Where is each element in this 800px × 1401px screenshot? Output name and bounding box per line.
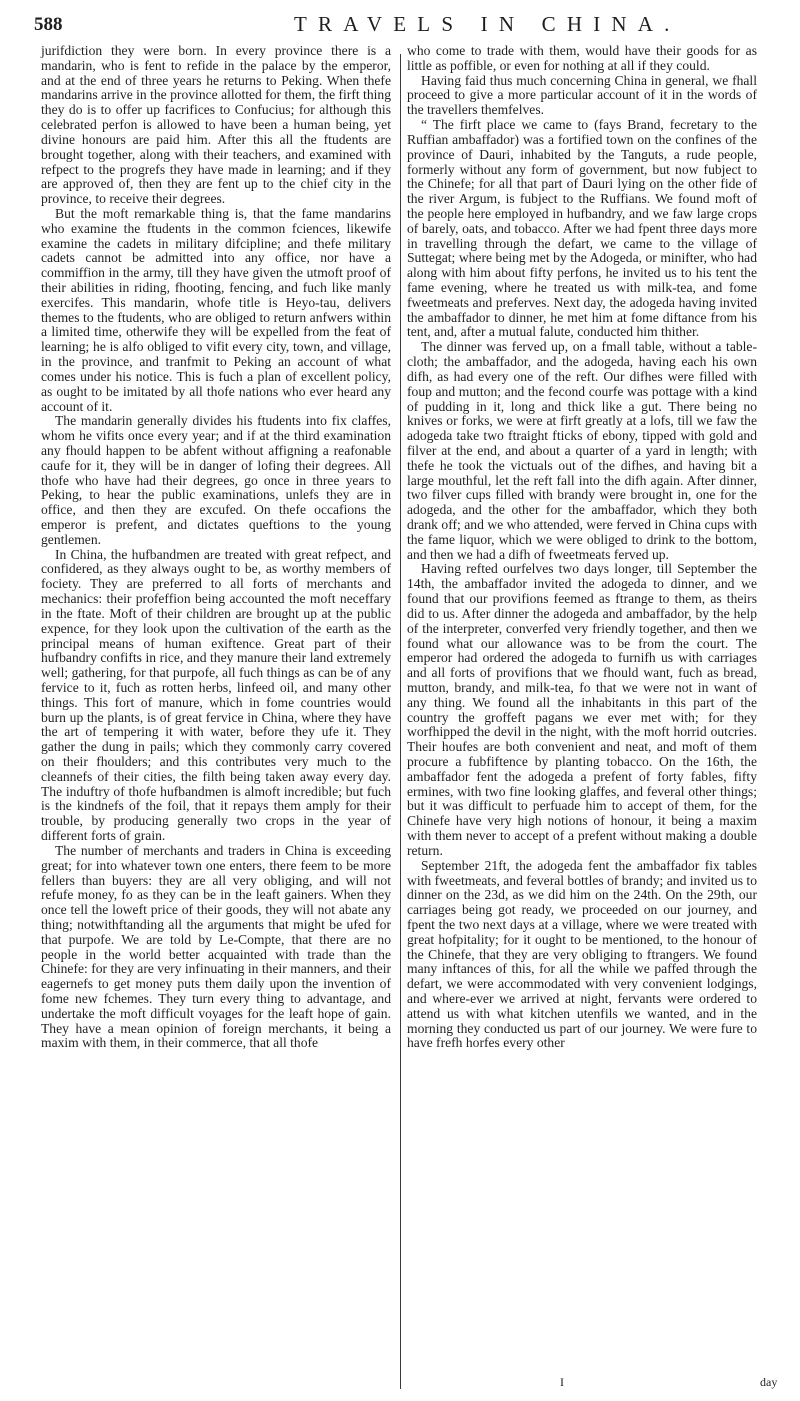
right-column [407,44,757,1051]
running-head [34,8,774,42]
paragraph: jurifdiction they were born. In every province there is a mandarin, who is fent to refide in the palace by the emperor, and at the end of three years he returns to Peking. When thefe mandarins arrive in the province allotted for them, the firft thing they do is to offer up facrifices to Confucius; for although this celebrated perfon is allowed to have been a human being, yet divine honours are paid him. After this all the ftudents are brought together, along with their teachers, and examined with refpect to the progrefs they have made in learning; and if they are approved of, then they are fent up to the chief city in the province, to receive their degrees. [41,43,391,207]
page-number: 588 [34,14,63,35]
paragraph: September 21ft, the adogeda fent the ambaffador fix tables with fweetmeats, and feveral bottles of brandy; and invited us to dinner on the 23d, as we did him on the 24th. On the 29th, our carriages being got ready, we proceeded on our journey, and fpent the two next days at a village, where we were treated with great hofpitality; for it ought to be mentioned, to the honour of the Chinefe, that they are very obliging to ftrangers. We found many inftances of this, for all the while we paffed through the defart, we were accommodated with very convenient lodgings, and where-ever we arrived at night, fervants were ordered to attend us with what kitchen utenfils we wanted, and in the morning they conducted us part of our journey. We were fure to have frefh horfes every other [407,857,757,1051]
paragraph: But the moft remarkable thing is, that the fame mandarins who examine the ftudents in the common fciences, likewife examine the cadets in military difcipline; and thefe military cadets cannot be admitted into any office, nor have a commiffion in the army, till they have given the utmoft proof of their abilities in riding, fhooting, fencing, and fuch like manly exercifes. This mandarin, whofe title is Heyo-tau, delivers themes to the ftudents, who are obliged to return anfwers within a limited time, otherwife they will be expelled from the feat of learning; he is alfo obliged to vifit every city, town, and village, in the province, and tranfmit to Peking an account of what comes under his notice. This is fuch a plan of excellent policy, as ought to be imitated by all thofe nations who ever heard any account of it. [41,205,391,414]
catchword: day [760,1375,778,1389]
paragraph: Having faid thus much concerning China in general, we fhall proceed to give a more particular account of it in the words of the travellers themfelves. [407,72,757,118]
paragraph: The number of merchants and traders in China is exceeding great; for into whatever town one enters, there feem to be more fellers than buyers: they are all very obliging, and will not refufe money, fo as they can be in the leaft gainers. When they once tell the loweft price of their goods, they will not abate any thing; notwithftanding all the arguments that might be ufed for that purpofe. We are told by Le-Compte, that there are no people in the world better acquainted with trade than the Chinefe: for they are very infinuating in their manners, and their eagernefs to get money puts them daily upon the invention of fome new fchemes. They turn every thing to advantage, and undertake the moft difficult voyages for the leaft hope of gain. They have a mean opinion of foreign merchants, it being a maxim with them, in their commerce, that all thofe [41,842,391,1051]
paragraph: The mandarin generally divides his ftudents into fix claffes, whom he vifits once every year; and if at the third examination any fhould happen to be abfent without affigning a reafonable caufe for it, they will be in danger of lofing their degrees. All thofe who have had their degrees, go once in three years to Peking, to hear the public examinations, unlefs they are in office, and then they are excufed. On thefe occafions the emperor is prefent, and dictates queftions to the young gentlemen. [41,413,391,547]
paragraph: who come to trade with them, would have their goods for as little as poffible, or even for nothing at all if they could. [407,43,757,73]
left-column [41,44,391,1051]
paragraph: In China, the hufbandmen are treated with great refpect, and confidered, as they always ought to be, as worthy members of fociety. They are preferred to all forts of merchants and mechanics: their profeffion being accounted the moft neceffary in the ftate. Moft of their children are brought up at the public expence, for they look upon the cultivation of the earth as the principal means of human exiftence. Great part of their hufbandry confifts in rice, and they manure their land extremely well; gathering, for that purpofe, all fuch things as can be of any fervice to it, fuch as rotten herbs, linfeed oil, and many other things. This fort of manure, which in fome countries would burn up the plants, is of great fervice in China, where they have the art of tempering it with water, before they ufe it. They gather the dung in pails; which they commonly carry covered on their fhoulders; and this contributes very much to the cleannefs of their cities, the filth being taken away every day. The induftry of thofe hufbandmen is almoft incredible; but fuch is the kindnefs of the foil, that it repays them amply for their trouble, by producing generally two crops in the year of different forts of grain. [41,546,391,844]
paragraph: “ The firft place we came to (fays Brand, fecretary to the Ruffian ambaffador) was a fortified town on the confines of the province of Dauri, inhabited by the Tanguts, a rude people, formerly without any form of government, but now fubject to the Chinefe; for all that part of Dauri lying on the other fide of the river Argum, is fubject to the Ruffians. We found moft of the people here employed in hufbandry, and we faw large crops of barely, oats, and tobacco. After we had fpent three days more in travelling through the defart, we came to the village of Suttegat; where being met by the Adogeda, or minifter, who had along with him about fifty perfons, he invited us to his tent the fame evening, where he treated us with milk-tea, and fome fweetmeats and preferves. Next day, the adogeda having invited the ambaffador to dinner, he met him at fome diftance from his tent, and, after a mutual falute, conducted him thither. [407,117,757,340]
paragraph: The dinner was ferved up, on a fmall table, without a table-cloth; the ambaffador, and the adogeda, having each his own difh, as had every one of the reft. Our difhes were filled with foup and mutton; and the fecond courfe was pottage with a kind of pudding in it, long and thick like a gut. There being no knives or forks, we were at firft greatly at a lofs, till we faw the adogeda take two ftraight fticks of ebony, tipped with gold and filver at the end, and about a quarter of a yard in length; with thefe he took the victuals out of the difhes, and having bit a large mouthful, let the reft fall into the difh again. After dinner, two filver cups filled with brandy were brought in, one for the adogeda, and the other for the ambaffador, which they both drank off; and we who attended, were ferved in China cups with the fame liquor, which we were obliged to drink to the bottom, and then we had a difh of fweetmeats ferved up. [407,339,757,562]
column-divider [400,54,401,1389]
running-title: TRAVELS IN CHINA. [294,12,681,36]
signature-mark: I [560,1375,564,1389]
paragraph: Having refted ourfelves two days longer, till September the 14th, the ambaffador invited the adogeda to dinner, and we found that our provifions feemed as ftrange to them, as theirs did to us. After dinner the adogeda and ambaffador, by the help of the interpreter, converfed very friendly together, and then we found what our allowance was to be from the court. The emperor had ordered the adogeda to furnifh us with carriages and all forts of provifions that we fhould want, fuch as bread, mutton, brandy, and milk-tea, fo that we were not in want of any thing. We found all the inhabitants in this part of the country the groffeft pagans we ever met with; for they worfhipped the devil in the night, with the moft horrid outcries. Their houfes are both convenient and neat, and moft of them procure a fubfiftence by planting tobacco. On the 16th, the ambaffador fent the adogeda a prefent of forty fables, fifty ermines, with two fine looking glaffes, and feveral other things; but it was difficult to perfuade him to accept of them, for the Chinefe have very high notions of honour, it being a maxim with them never to accept of a prefent without making a double return. [407,561,757,858]
